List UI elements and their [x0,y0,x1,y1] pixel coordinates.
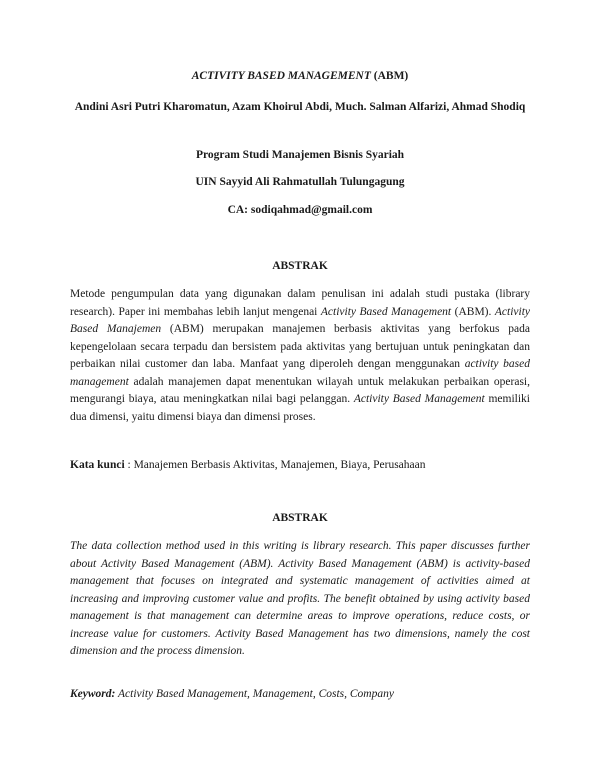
corresponding-email: CA: sodiqahmad@gmail.com [227,204,373,216]
kata-kunci [70,459,530,471]
kata-kunci-text: : Manajemen Berbasis Aktivitas, Manajemen, Biaya, Perusahaan [124,459,426,471]
keyword-label: Keyword: [70,688,116,700]
title-suffix: (ABM) [370,70,409,82]
kata-kunci-label: Kata kunci [70,459,125,471]
university-name: UIN Sayyid Ali Rahmatullah Tulungagung [195,176,405,188]
abstract-body: The data collection method used in this writing is library research. This paper discusses further about Activity Based Management (ABM). Activity Based Management (ABM) is activity-based management that focuses on integrated and systematic management of activities aimed at increasing and improving customer value and profits. The benefit obtained by using activity based management is that management can determine areas to improve operations, reduce costs, or increase value for customers. Activity Based Management has two dimensions, namely the cost dimension and the process dimension. [70,540,530,657]
program-name: Program Studi Manajemen Bisnis Syariah [195,149,405,161]
keyword-text: Activity Based Management, Management, Costs, Company [115,688,394,700]
keywords [70,688,530,700]
paper-title [0,70,600,82]
author-list: Andini Asri Putri Kharomatun, Azam Khoirul Abdi, Much. Salman Alfarizi, Ahmad Shodiq [74,101,526,113]
title-italic: ACTIVITY BASED MANAGEMENT [191,70,371,82]
abstrak-body: Metode pengumpulan data yang digunakan dalam penulisan ini adalah studi pustaka (library research). Paper ini membahas lebih lanjut mengenai Activity Based Management (ABM). Activity Based Manajemen (ABM) merupakan manajemen berbasis aktivitas yang berfokus pada kepengelolaan secara terpadu dan bersistem pada aktivitas yang bertujuan untuk peningkatan dan perbaikan nilai customer dan laba. Manfaat yang diperoleh dengan menggunakan activity based management adalah manajemen dapat menentukan wilayah untuk melakukan perbaikan operasi, mengurangi biaya, atau meningkatkan nilai bagi pelanggan. Activity Based Management memiliki dua dimensi, yaitu dimensi biaya dan dimensi proses. [70,288,530,423]
abstrak-heading: ABSTRAK [272,260,328,272]
abstract-heading: ABSTRAK [272,512,328,524]
